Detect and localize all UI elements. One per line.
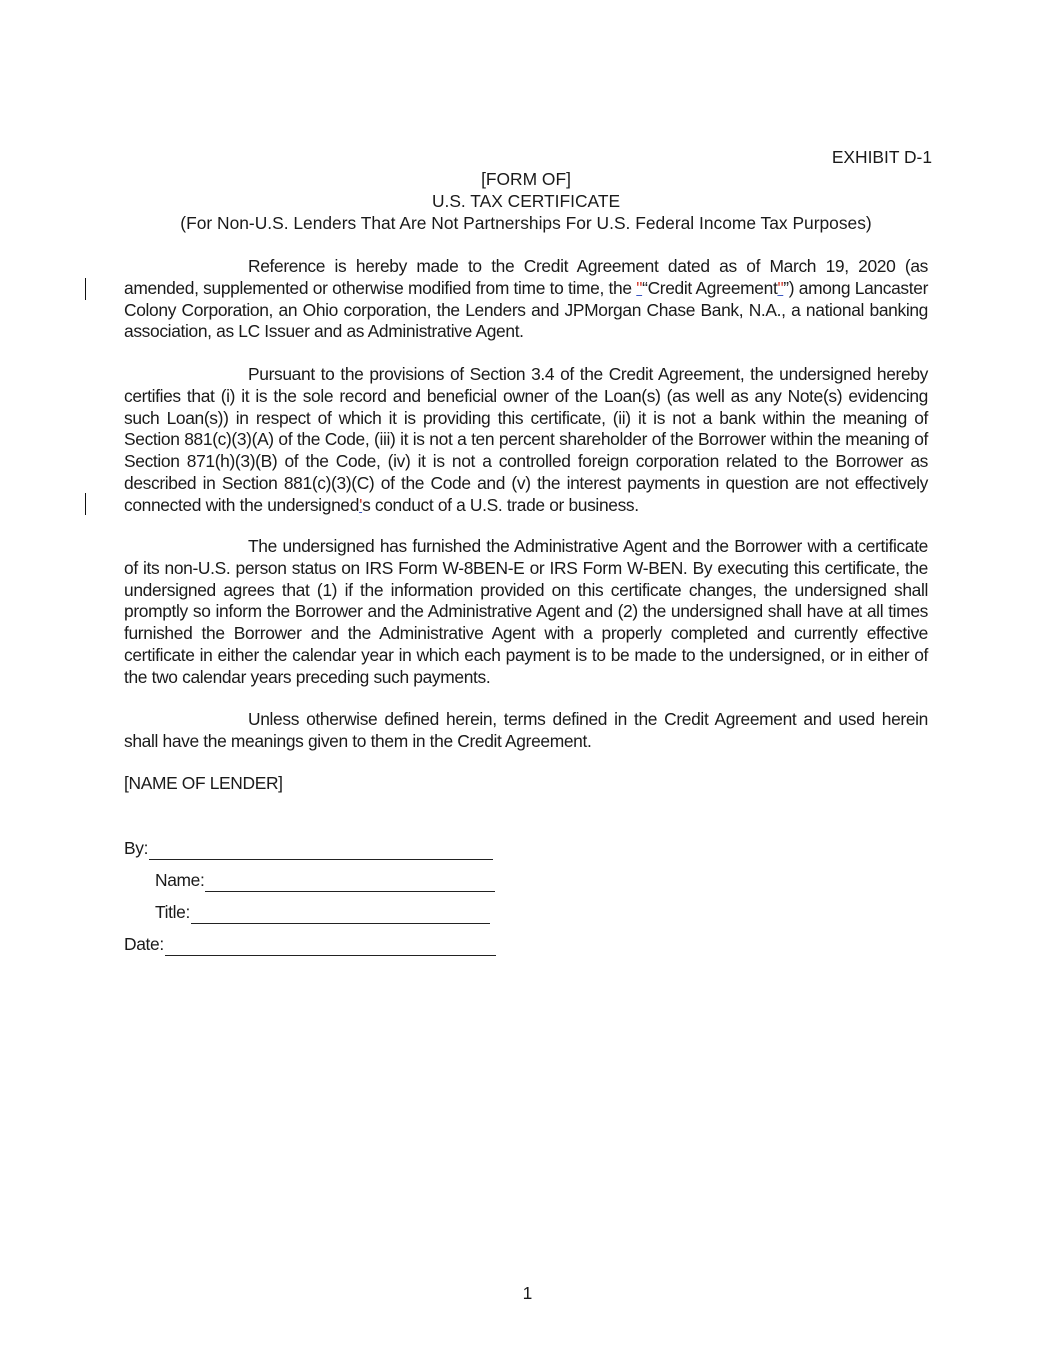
change-bar <box>85 493 86 515</box>
name-label: Name: <box>155 870 205 890</box>
signature-by-row <box>124 838 493 860</box>
paragraph-furnished: The undersigned has furnished the Administrative Agent and the Borrower with a certificate of its non-U.S. person status on IRS Form W-8BEN-E or IRS Form W-BEN. By executing this certificate, the undersigned agrees that (1) if the information provided on this certificate changes, the undersigned shall promptly so inform the Borrower and the Administrative Agent and (2) the undersigned shall have at all times furnished the Borrower and the Administrative Agent with a properly completed and currently effective certificate in either the calendar year in which each payment is to be made to the undersigned, or in either of the two calendar years preceding such payments. <box>124 536 928 687</box>
name-signature-line[interactable] <box>205 873 495 892</box>
defined-term: Credit Agreement <box>647 277 778 298</box>
paragraph-certification <box>124 364 928 517</box>
document-title: U.S. TAX CERTIFICATE <box>431 191 621 211</box>
title-label: Title: <box>155 902 190 922</box>
date-signature-line[interactable] <box>165 937 496 956</box>
change-bar <box>85 278 86 300</box>
revision-mark: " <box>636 277 643 298</box>
quote-close: ” <box>783 277 789 298</box>
paragraph-certification-text: Pursuant to the provisions of Section 3.4 of the Credit Agreement, the undersigned hereby certifies that (i) it is the sole record and beneficial owner of the Loan(s) (as well as any Note(s) evidencing such Loan(s)) in respect of which it is providing this certificate, (ii) it is not a bank within the meaning of Section 881(c)(3)(A) of the Code, (iii) it is not a ten percent shareholder of the Borrower within the meaning of Section 871(h)(3)(B) of the Code, (iv) it is not a controlled foreign corporation related to the Borrower as described in Section 881(c)(3)(C) of the Code and (v) the interest payments in question are not effectively connected with the undersigned <box>124 364 928 515</box>
paragraph-certification-text-cont: s conduct of a U.S. trade or business. <box>362 494 639 515</box>
revision-mark: ' <box>359 494 363 515</box>
document-subtitle: (For Non-U.S. Lenders That Are Not Partnerships For U.S. Federal Income Tax Purposes) <box>180 213 872 233</box>
quote-open: “ <box>642 277 648 298</box>
signature-name-row <box>155 870 495 892</box>
signature-date-row <box>124 934 496 956</box>
by-signature-line[interactable] <box>149 841 493 860</box>
paragraph-reference-text: Reference is hereby made to the Credit Agreement dated as of March 19, 2020 (as amended, supplemented or otherwise modified from time to time, the <box>124 256 928 298</box>
form-of-heading: [FORM OF] <box>481 169 571 189</box>
title-signature-line[interactable] <box>191 905 490 924</box>
paragraph-reference <box>124 256 928 343</box>
paragraph-reference-text-cont: ) among Lancaster Colony Corporation, an Ohio corporation, the Lenders and JPMorgan Chase Bank, N.A., a national banking association, as LC Issuer and as Administrative Agent. <box>124 277 929 342</box>
paragraph-definitions: Unless otherwise defined herein, terms defined in the Credit Agreement and used herein shall have the meanings given to them in the Credit Agreement. <box>124 709 928 751</box>
date-label: Date: <box>124 934 164 954</box>
revision-mark: " <box>777 277 784 298</box>
page-number: 1 <box>522 1283 533 1303</box>
signature-title-row <box>155 902 490 924</box>
exhibit-label: EXHIBIT D-1 <box>831 147 932 167</box>
by-label: By: <box>124 838 149 858</box>
lender-name: [NAME OF LENDER] <box>124 773 283 793</box>
